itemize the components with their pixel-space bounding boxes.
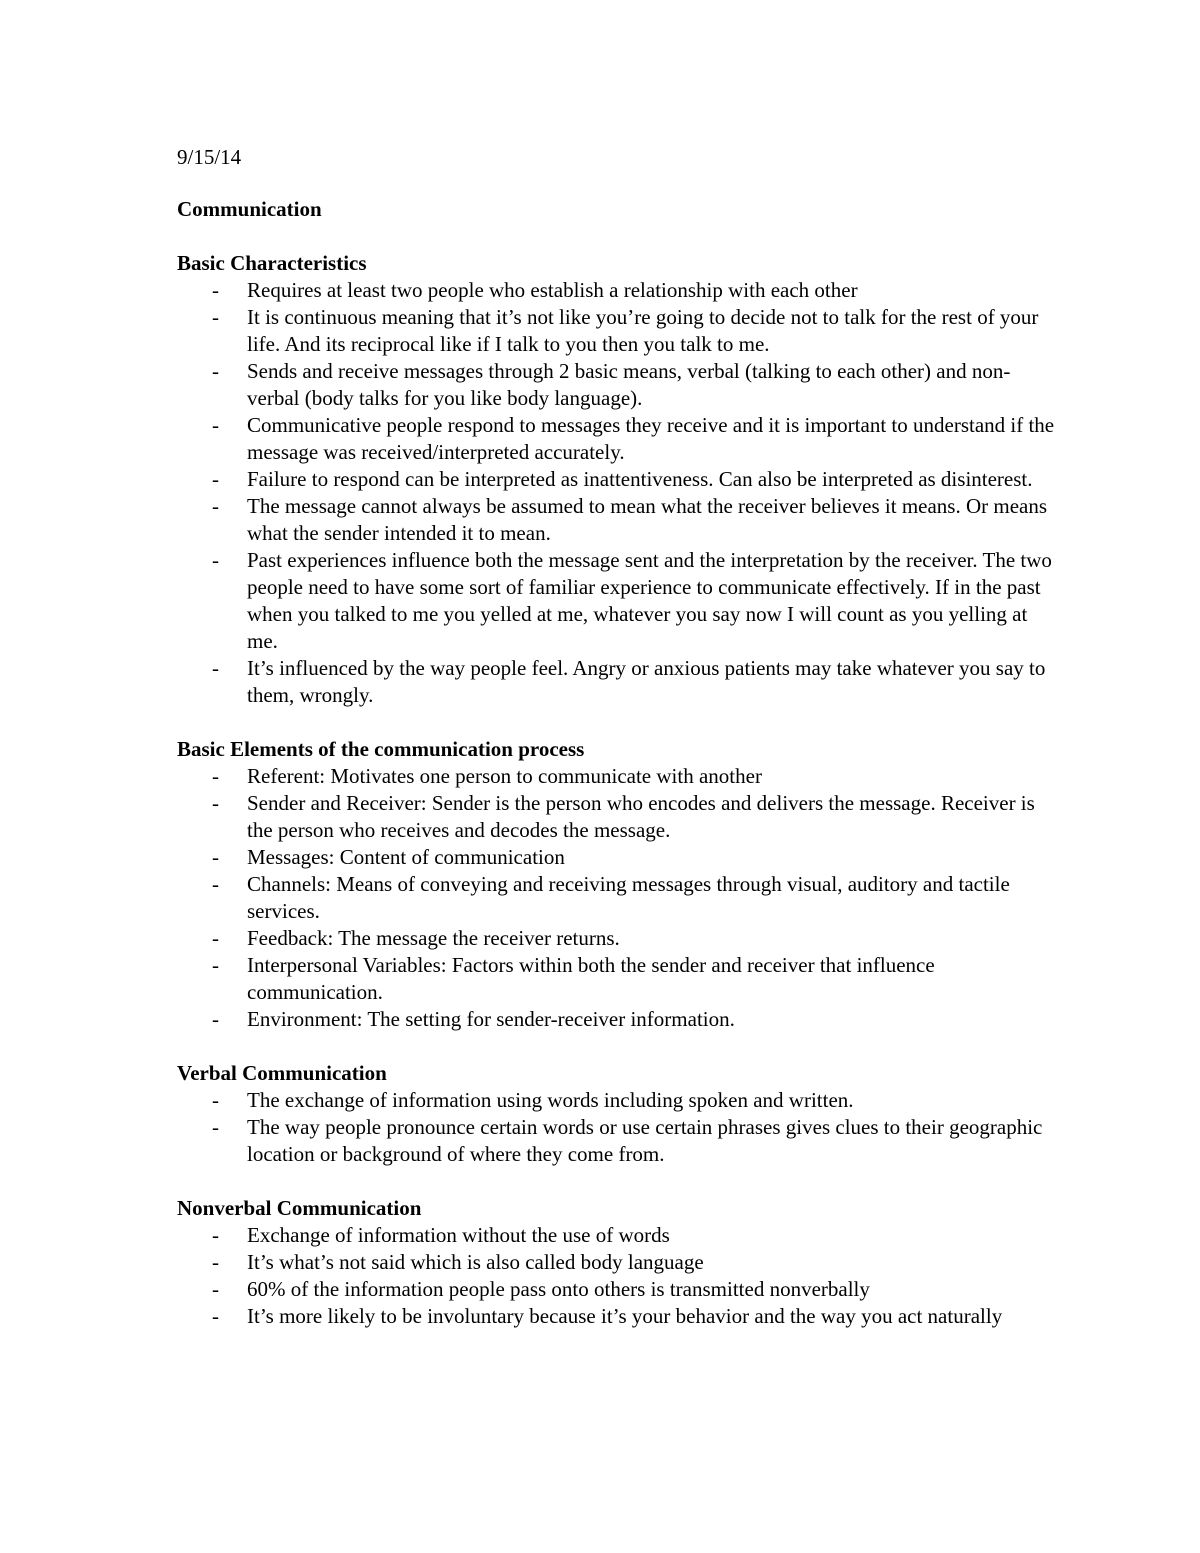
dash-bullet-icon: - [212, 305, 219, 329]
bullet-item [177, 1303, 1057, 1330]
bullet-item [177, 1249, 1057, 1276]
bullet-text: It’s influenced by the way people feel. Angry or anxious patients may take whatever you say to them, wrongly. [247, 656, 1046, 707]
bullet-item [177, 277, 1057, 304]
dash-bullet-icon: - [212, 656, 219, 680]
bullet-item [177, 493, 1057, 547]
dash-bullet-icon: - [212, 1250, 219, 1274]
section [177, 250, 1057, 709]
bullet-item [177, 871, 1057, 925]
dash-bullet-icon: - [212, 764, 219, 788]
bullet-text: Sender and Receiver: Sender is the person who encodes and delivers the message. Receiver is the person who receives and decodes the message. [247, 791, 1035, 842]
document-content [177, 144, 1057, 1330]
bullet-item [177, 412, 1057, 466]
section-heading: Nonverbal Communication [177, 1196, 422, 1220]
section [177, 736, 1057, 1033]
bullet-item [177, 655, 1057, 709]
bullet-list [177, 277, 1057, 709]
dash-bullet-icon: - [212, 359, 219, 383]
section-heading: Verbal Communication [177, 1061, 387, 1085]
document-date: 9/15/14 [177, 145, 242, 169]
bullet-item [177, 1114, 1057, 1168]
bullet-text: Communicative people respond to messages they receive and it is important to understand if the message was received/interpreted accurately. [247, 413, 1055, 464]
bullet-item [177, 304, 1057, 358]
bullet-text: It’s what’s not said which is also called body language [247, 1250, 704, 1274]
bullet-text: It is continuous meaning that it’s not like you’re going to decide not to talk for the rest of your life. And its reciprocal like if I talk to you then you talk to me. [247, 305, 1039, 356]
dash-bullet-icon: - [212, 548, 219, 572]
bullet-text: The way people pronounce certain words or use certain phrases gives clues to their geographic location or background of where they come from. [247, 1115, 1043, 1166]
dash-bullet-icon: - [212, 1304, 219, 1328]
bullet-text: Environment: The setting for sender-receiver information. [247, 1007, 735, 1031]
bullet-item [177, 466, 1057, 493]
dash-bullet-icon: - [212, 1007, 219, 1031]
bullet-text: It’s more likely to be involuntary because it’s your behavior and the way you act naturally [247, 1304, 1003, 1328]
bullet-text: Requires at least two people who establish a relationship with each other [247, 278, 858, 302]
bullet-text: Messages: Content of communication [247, 845, 565, 869]
bullet-list [177, 763, 1057, 1033]
bullet-text: The exchange of information using words including spoken and written. [247, 1088, 854, 1112]
bullet-text: Channels: Means of conveying and receiving messages through visual, auditory and tactile services. [247, 872, 1010, 923]
bullet-item [177, 1222, 1057, 1249]
bullet-text: Exchange of information without the use of words [247, 1223, 670, 1247]
bullet-text: The message cannot always be assumed to mean what the receiver believes it means. Or means what the sender intended it to mean. [247, 494, 1048, 545]
dash-bullet-icon: - [212, 1277, 219, 1301]
dash-bullet-icon: - [212, 467, 219, 491]
dash-bullet-icon: - [212, 845, 219, 869]
bullet-text: Past experiences influence both the message sent and the interpretation by the receiver. The two people need to have some sort of familiar experience to communicate effectively. If in the past when you talked to me you yelled at me, whatever you say now I will count as you yelling at me. [247, 548, 1052, 653]
dash-bullet-icon: - [212, 791, 219, 815]
dash-bullet-icon: - [212, 1223, 219, 1247]
sections-container [177, 250, 1057, 1330]
bullet-text: Feedback: The message the receiver returns. [247, 926, 620, 950]
dash-bullet-icon: - [212, 413, 219, 437]
bullet-item [177, 763, 1057, 790]
dash-bullet-icon: - [212, 494, 219, 518]
bullet-item [177, 952, 1057, 1006]
dash-bullet-icon: - [212, 872, 219, 896]
section-heading: Basic Characteristics [177, 251, 367, 275]
bullet-item [177, 547, 1057, 655]
bullet-item [177, 1006, 1057, 1033]
dash-bullet-icon: - [212, 1115, 219, 1139]
section [177, 1060, 1057, 1168]
bullet-text: 60% of the information people pass onto others is transmitted nonverbally [247, 1277, 870, 1301]
section-heading: Basic Elements of the communication process [177, 737, 585, 761]
bullet-item [177, 790, 1057, 844]
dash-bullet-icon: - [212, 926, 219, 950]
bullet-text: Sends and receive messages through 2 basic means, verbal (talking to each other) and non-verbal (body talks for you like body language). [247, 359, 1011, 410]
bullet-list [177, 1222, 1057, 1330]
dash-bullet-icon: - [212, 953, 219, 977]
bullet-item [177, 1276, 1057, 1303]
bullet-list [177, 1087, 1057, 1168]
dash-bullet-icon: - [212, 1088, 219, 1112]
document-title: Communication [177, 197, 322, 221]
bullet-text: Failure to respond can be interpreted as inattentiveness. Can also be interpreted as disinterest. [247, 467, 1033, 491]
bullet-item [177, 925, 1057, 952]
bullet-item [177, 844, 1057, 871]
dash-bullet-icon: - [212, 278, 219, 302]
bullet-text: Interpersonal Variables: Factors within both the sender and receiver that influence communication. [247, 953, 935, 1004]
section [177, 1195, 1057, 1330]
bullet-item [177, 1087, 1057, 1114]
bullet-item [177, 358, 1057, 412]
bullet-text: Referent: Motivates one person to communicate with another [247, 764, 762, 788]
